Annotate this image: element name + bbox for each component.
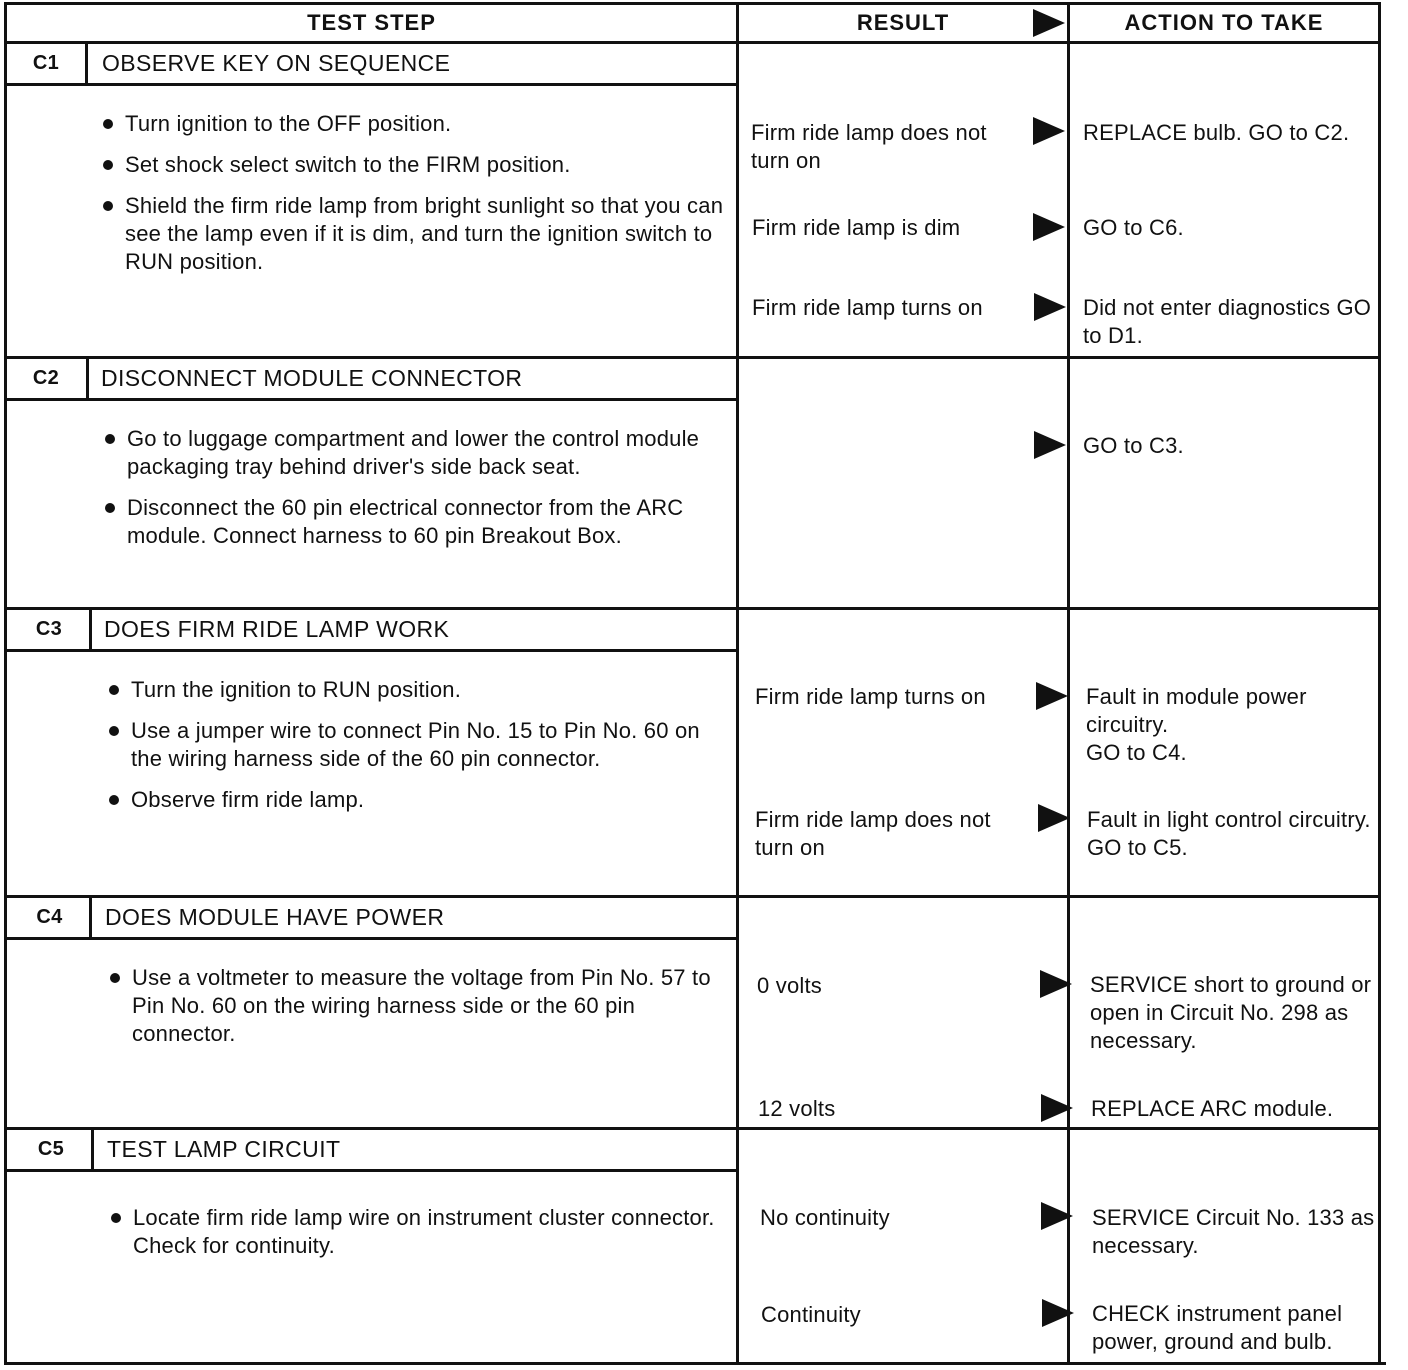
step-id: C2 [32, 366, 60, 389]
arrow-icon [1041, 1202, 1073, 1230]
result-text: 0 volts [757, 973, 822, 998]
bullet-item [105, 717, 730, 773]
step-bullets [99, 110, 724, 289]
diagnostic-table [4, 2, 1388, 1366]
bullet-icon [103, 160, 113, 170]
step-title-divider [4, 1169, 739, 1172]
step-id-divider [89, 898, 92, 938]
step-bullets [101, 425, 726, 563]
bullet-icon [105, 434, 115, 444]
arrow-icon [1042, 1299, 1074, 1327]
result-text: Firm ride lamp turns on [755, 684, 986, 709]
arrow-icon [1034, 431, 1066, 459]
header-arrow-icon [1033, 9, 1065, 37]
step-title-divider [4, 398, 739, 401]
action-text: SERVICE Circuit No. 133 as necessary. [1092, 1205, 1375, 1258]
bullet-text: Set shock select switch to the FIRM position. [125, 152, 571, 177]
step-title: DISCONNECT MODULE CONNECTOR [101, 364, 523, 391]
bullet-item [101, 425, 726, 481]
arrow-icon [1036, 682, 1068, 710]
step-id: C5 [37, 1137, 65, 1160]
arrow-icon [1040, 970, 1072, 998]
header-test-step: TEST STEP [307, 10, 436, 35]
step-id-divider [89, 610, 92, 650]
step-id-divider [91, 1130, 94, 1170]
bullet-text: Locate firm ride lamp wire on instrument cluster connector. Check for continuity. [133, 1205, 715, 1258]
bullet-text: Turn the ignition to RUN position. [131, 677, 462, 702]
arrow-icon [1033, 213, 1065, 241]
bullet-item [105, 786, 730, 814]
table-border-right [1378, 2, 1381, 1365]
bullet-icon [109, 726, 119, 736]
action-text: Fault in module power circuitry. GO to C4. [1086, 684, 1307, 765]
action-text: SERVICE short to ground or open in Circuit No. 298 as necessary. [1090, 972, 1372, 1053]
step-title-divider [4, 649, 739, 652]
arrow-icon [1034, 293, 1066, 321]
action-text: REPLACE ARC module. [1091, 1096, 1334, 1121]
bullet-icon [111, 1213, 121, 1223]
bullet-item [107, 1204, 732, 1260]
bullet-icon [109, 685, 119, 695]
result-text: No continuity [760, 1205, 890, 1230]
bullet-text: Go to luggage compartment and lower the control module packaging tray behind driver's side back seat. [127, 426, 700, 479]
step-id: C3 [35, 617, 63, 640]
bullet-item [99, 151, 724, 179]
step-title: DOES FIRM RIDE LAMP WORK [104, 615, 450, 642]
bullet-icon [103, 201, 113, 211]
action-text: GO to C6. [1083, 215, 1184, 240]
bullet-icon [109, 795, 119, 805]
bullet-item [106, 964, 731, 1048]
bullet-text: Use a voltmeter to measure the voltage from Pin No. 57 to Pin No. 60 on the wiring harness side or the 60 pin connector. [132, 965, 711, 1046]
header-action: ACTION TO TAKE [1124, 10, 1324, 35]
result-text: Firm ride lamp is dim [752, 215, 961, 240]
step-bullets [105, 676, 730, 827]
result-text: Continuity [761, 1302, 861, 1327]
bullet-item [99, 192, 724, 276]
action-text: Did not enter diagnostics GO to D1. [1083, 295, 1372, 348]
step-bullets [107, 1204, 732, 1273]
bullet-text: Turn ignition to the OFF position. [125, 111, 452, 136]
step-title: TEST LAMP CIRCUIT [107, 1135, 341, 1162]
bullet-text: Observe firm ride lamp. [131, 787, 365, 812]
header-result: RESULT [856, 10, 950, 35]
bullet-item [101, 494, 726, 550]
result-text: Firm ride lamp does not turn on [755, 807, 991, 860]
bullet-icon [103, 119, 113, 129]
action-text: GO to C3. [1083, 433, 1184, 458]
result-text: Firm ride lamp turns on [752, 295, 983, 320]
step-bullets [106, 964, 731, 1061]
step-title-divider [4, 937, 739, 940]
result-text: Firm ride lamp does not turn on [751, 120, 987, 173]
bullet-icon [105, 503, 115, 513]
bullet-item [99, 110, 724, 138]
step-id: C4 [36, 905, 63, 928]
arrow-icon [1033, 117, 1065, 145]
table-border-bottom [4, 1362, 1386, 1365]
action-text: CHECK instrument panel power, ground and bulb. [1092, 1301, 1343, 1354]
step-id: C1 [32, 51, 60, 74]
bullet-text: Shield the firm ride lamp from bright sunlight so that you can see the lamp even if it is dim, and turn the ignition switch to RUN position. [125, 193, 724, 274]
bullet-icon [110, 973, 120, 983]
step-title: OBSERVE KEY ON SEQUENCE [102, 49, 451, 76]
bullet-item [105, 676, 730, 704]
bullet-text: Disconnect the 60 pin electrical connector from the ARC module. Connect harness to 60 pin Breakout Box. [127, 495, 684, 548]
bullet-text: Use a jumper wire to connect Pin No. 15 to Pin No. 60 on the wiring harness side of the 60 pin connector. [131, 718, 700, 771]
step-title: DOES MODULE HAVE POWER [105, 903, 445, 930]
arrow-icon [1041, 1094, 1073, 1122]
arrow-icon [1038, 804, 1070, 832]
action-text: Fault in light control circuitry. GO to C5. [1087, 807, 1371, 860]
action-text: REPLACE bulb. GO to C2. [1083, 120, 1350, 145]
step-id-divider [85, 44, 88, 84]
column-divider-result [736, 2, 739, 1365]
table-border-left [4, 2, 7, 1365]
step-id-divider [86, 359, 89, 399]
step-title-divider [4, 83, 739, 86]
result-text: 12 volts [758, 1096, 836, 1121]
